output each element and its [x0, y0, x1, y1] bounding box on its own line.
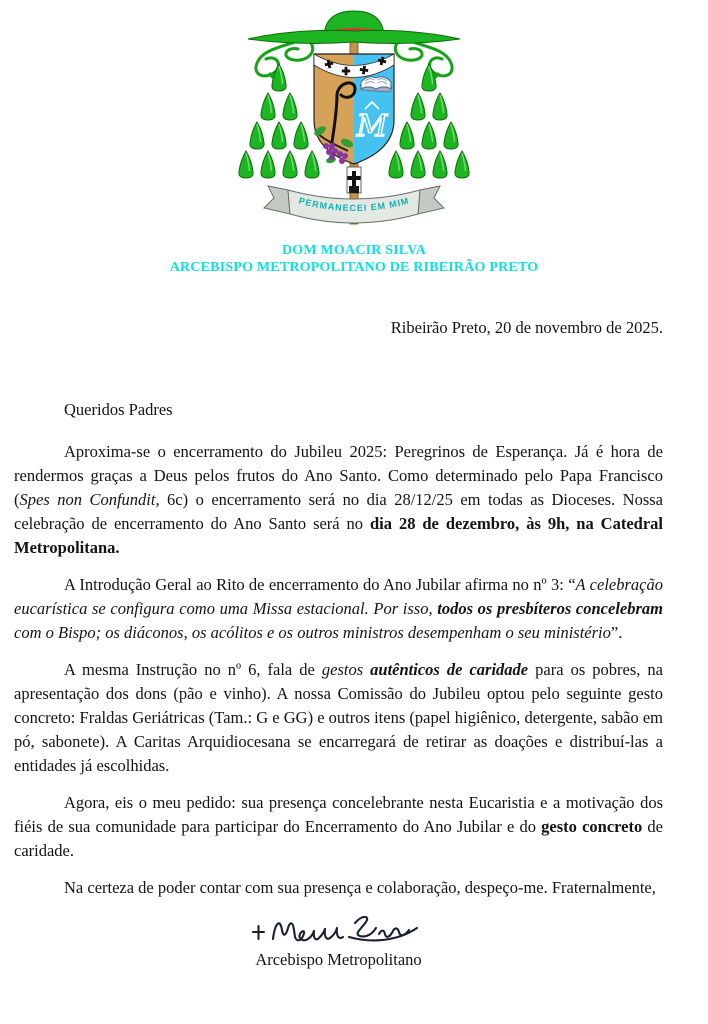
marian-monogram	[356, 102, 389, 144]
text-run: de caridade.	[14, 817, 663, 860]
book-icon	[360, 77, 392, 92]
text-run: A mesma Instrução no nº 6, fala de	[64, 660, 322, 679]
letterhead-name: DOM MOACIR SILVA	[282, 243, 426, 258]
text-run: com o Bispo; os diáconos, os acólitos e os outros ministros desempenham o seu ministério	[14, 623, 611, 642]
text-run: autênticos de caridade	[370, 660, 529, 679]
paragraph	[14, 791, 663, 863]
galero-hat	[248, 11, 460, 43]
text-run: Na certeza de poder contar com sua presença e colaboração, despeço-me. Fraternalmente,	[64, 878, 656, 897]
tassels-right	[389, 64, 469, 178]
text-run: para os pobres, na apresentação dos dons (pão e vinho). A nossa Comissão do Jubileu optou pelo seguinte gesto concreto: Fraldas Geriátricas (Tam.: G e GG) e outros itens (papel higiênico, detergente, sabão em pó, sabonete). A Caritas Arquidiocesana se encarregará de retirar as doações e distribuí-las a entidades já escolhidas.	[14, 660, 663, 775]
signature-block	[14, 908, 663, 972]
text-run: , 6c) o encerramento será no dia 28/12/25 em todas as Dioceses. Nossa celebração de encerramento do Ano Santo será no	[14, 490, 663, 533]
motto-text: PERMANECEI EM MIM	[297, 195, 411, 214]
cross-shaft-detail	[347, 167, 361, 193]
signature-script	[239, 908, 439, 948]
text-run: dia 28 de dezembro, às 9h, na Catedral Metropolitana.	[14, 514, 663, 557]
text-run: gestos	[321, 660, 371, 679]
letter-body	[14, 440, 663, 900]
text-run: A celebração eucarística se configura como uma Missa estacional. Por isso,	[14, 575, 663, 618]
coat-of-arms	[234, 4, 474, 232]
text-run: todos os presbíteros concelebram	[437, 599, 663, 618]
letterhead	[0, 242, 708, 276]
text-run: Spes non Confundit	[19, 490, 156, 509]
svg-text:M: M	[356, 109, 388, 144]
text-run: Agora, eis o meu pedido: sua presença concelebrante nesta Eucaristia e a motivação dos fiéis de sua comunidade para participar do Encerramento do Ano Jubilar e do	[14, 793, 663, 836]
tassels-left	[239, 64, 319, 178]
text-run: Aproxima-se o encerramento do Jubileu 2025: Peregrinos de Esperança. Já é hora de rendermos graças a Deus pelos frutos do Ano Santo. Como determinado pelo Papa Francisco (	[14, 442, 663, 509]
paragraph	[14, 876, 663, 900]
salutation: Queridos Padres	[64, 400, 173, 419]
paragraph	[14, 658, 663, 778]
text-run: A Introdução Geral ao Rito de encerramento do Ano Jubilar afirma no nº 3: “	[64, 575, 576, 594]
dateline: Ribeirão Preto, 20 de novembro de 2025.	[390, 318, 663, 337]
letterhead-title: ARCEBISPO METROPOLITANO DE RIBEIRÃO PRETO	[169, 260, 539, 275]
text-run: gesto concreto	[541, 817, 643, 836]
paragraph	[14, 440, 663, 560]
paragraph	[14, 573, 663, 645]
signature-title: Arcebispo Metropolitano	[255, 950, 422, 969]
text-run: ”.	[610, 623, 623, 642]
coat-of-arms-graphic	[234, 4, 474, 232]
